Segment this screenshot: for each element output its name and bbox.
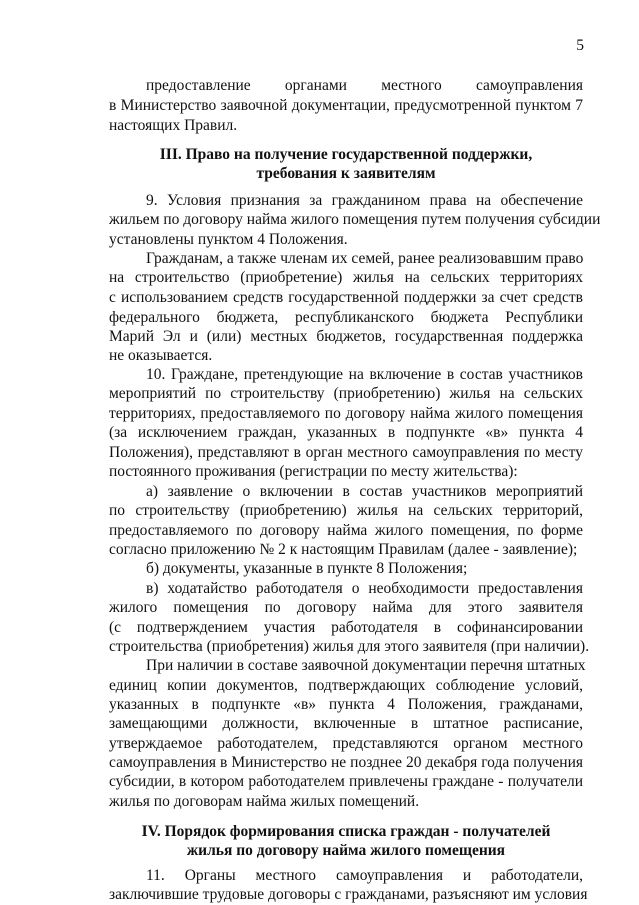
section-heading: III. Право на получение государственной поддержки, [159, 146, 533, 163]
text-line: самоуправления в Министерство не позднее 20 декабря года получения [109, 754, 583, 771]
section-heading: IV. Порядок формирования списка граждан - получателей [141, 823, 551, 840]
section-heading: жилья по договору найма жилого помещения [186, 842, 506, 859]
text-line: на строительство (приобретение) жилья на сельских территориях [109, 269, 583, 286]
text-line: При наличии в составе заявочной документации перечня штатных [146, 657, 586, 674]
text-line: федерального бюджета, республиканского бюджета Республики [109, 309, 583, 326]
text-line: постоянного проживания (регистрации по месту жительства): [109, 463, 518, 480]
text-line: с использованием средств государственной поддержки за счет средств [109, 289, 583, 306]
text-line: мероприятий по строительству (приобретению) жилья на сельских [109, 385, 583, 402]
section-heading: требования к заявителям [256, 165, 436, 182]
list-item: в) ходатайство работодателя о необходимости предоставления [146, 580, 583, 597]
text-line: территориях, предоставляемого по договору найма жилого помещения [109, 405, 583, 422]
text-line: утверждаемое работодателем, представляются органом местного [109, 735, 583, 752]
text-line: строительства (приобретения) жилья для этого заявителя (при наличии). [109, 638, 590, 655]
text-line: по строительству (приобретению) жилья на сельских территорий, [109, 502, 583, 519]
text-line: предоставление органами местного самоуправления [146, 77, 583, 94]
text-line: замещающими должности, включенные в штатное расписание, [109, 715, 583, 732]
text-line: в Министерство заявочной документации, предусмотренной пунктом 7 [109, 97, 583, 114]
text-line: жильем по договору найма жилого помещения путем получения субсидии [109, 211, 601, 228]
text-line: (за исключением граждан, указанных в подпункте «в» пункта 4 [109, 424, 583, 441]
text-line: указанных в подпункте «в» пункта 4 Положения, гражданами, [109, 696, 583, 713]
list-item: б) документы, указанные в пункте 8 Положения; [146, 560, 468, 577]
text-line: предоставляемого по договору найма жилого помещения, по форме [109, 522, 583, 539]
text-line: Гражданам, а также членам их семей, ранее реализовавшим право [146, 250, 584, 267]
text-line: 11. Органы местного самоуправления и работодатели, [146, 867, 583, 884]
text-line: единиц копии документов, подтверждающих соблюдение условий, [109, 677, 583, 694]
text-line: 9. Условия признания за гражданином права на обеспечение [146, 192, 583, 209]
text-line: жилого помещения по договору найма для этого заявителя [109, 599, 583, 616]
text-line: субсидии, в котором работодателем привлечены граждане - получатели [109, 773, 583, 790]
text-line: Марий Эл и (или) местных бюджетов, государственная поддержка [109, 328, 583, 345]
text-line: установлены пунктом 4 Положения. [109, 231, 348, 248]
text-line: Положения), представляют в орган местного самоуправления по месту [109, 444, 583, 461]
text-line: (с подтверждением участия работодателя в софинансировании [109, 619, 583, 636]
list-item: а) заявление о включении в состав участников мероприятий [146, 483, 583, 500]
text-line: заключившие трудовые договоры с гражданами, разъясняют им условия [109, 886, 588, 903]
text-line: не оказывается. [109, 347, 213, 364]
text-line: согласно приложению № 2 к настоящим Правилам (далее - заявление); [109, 541, 578, 558]
page-number: 5 [576, 37, 584, 54]
text-line: настоящих Правил. [109, 117, 238, 134]
text-line: 10. Граждане, претендующие на включение в состав участников [146, 366, 583, 383]
text-line: жилья по договорам найма жилых помещений. [109, 793, 420, 810]
